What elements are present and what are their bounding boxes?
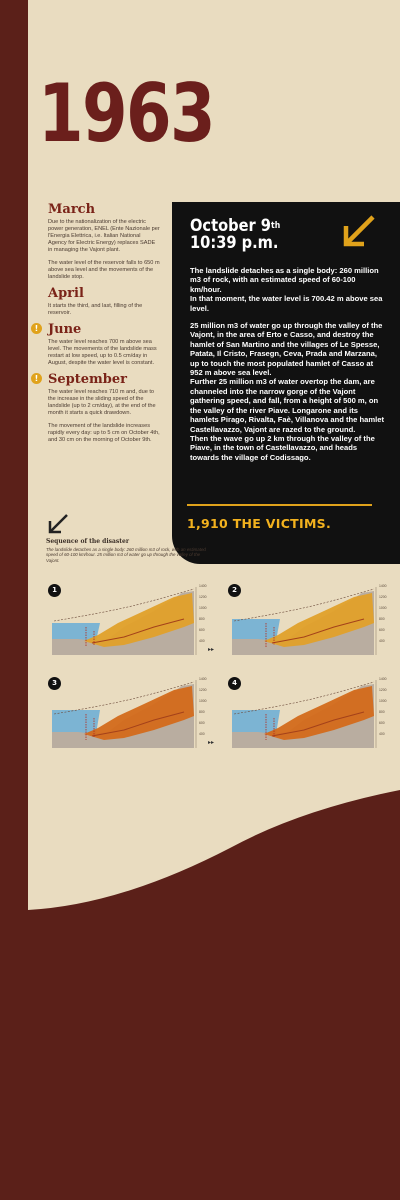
warning-icon: ! <box>31 373 42 384</box>
elevation-tick: 1400 <box>379 677 387 681</box>
diagram-number: 3 <box>48 677 61 690</box>
elevation-tick: 400 <box>199 639 205 643</box>
elevation-tick: 400 <box>379 732 385 736</box>
elevation-tick: 1200 <box>379 688 387 692</box>
elevation-tick: 600 <box>379 628 385 632</box>
month-text: Due to the nationalization of the electric power generation, ENEL (Ente Nazionale per l'Energia Elettrica, i.e. Italian National Agency for Electric Energy) replaces SADE in managing the Vajont plant. <box>48 219 160 253</box>
sequence-caption: The landslide detaches as a single body: 260 million m3 of rock, with an estimated speed of 60-100 km/hour. 25 million m3 of water go up through the valley of the Vajont. <box>46 547 206 563</box>
timeline-section-september <box>34 372 160 444</box>
elevation-tick: 1200 <box>199 595 207 599</box>
month-heading: March <box>48 202 96 217</box>
timeline-section-march <box>48 203 160 281</box>
elevation-tick: 800 <box>199 710 205 714</box>
event-time: 10:39 p.m. <box>190 233 279 253</box>
elevation-tick: 1200 <box>199 688 207 692</box>
landslide-diagram <box>34 676 204 756</box>
elevation-tick: 800 <box>379 617 385 621</box>
elevation-tick: 1000 <box>199 699 207 703</box>
victims-count: 1,910 THE VICTIMS. <box>187 516 332 531</box>
warning-icon: ! <box>31 323 42 334</box>
elevation-tick: 800 <box>379 710 385 714</box>
elevation-tick: 600 <box>199 628 205 632</box>
arrow-down-left-icon <box>340 214 376 250</box>
elevation-tick: 1000 <box>199 606 207 610</box>
next-arrow-icon: ▸▸ <box>208 647 215 653</box>
landslide-diagram <box>214 676 384 756</box>
elevation-tick: 1200 <box>379 595 387 599</box>
month-text: The movement of the landslide increases rapidly every day: up to 5 cm on October 4th, and 30 cm on the morning of October 9th. <box>48 423 160 443</box>
month-heading: April <box>48 286 84 301</box>
elevation-tick: 600 <box>379 721 385 725</box>
elevation-tick: 1000 <box>379 699 387 703</box>
timeline-section-june <box>34 322 160 367</box>
month-text: The water level of the reservoir falls to 650 m above sea level and the movements of the landslide stop. <box>48 260 160 280</box>
sequence-title: Sequence of the disaster <box>46 538 130 545</box>
event-paragraph-1: The landslide detaches as a single body: 260 million m3 of rock, with an estimated speed of 60-100 km/hour. In that moment, the water level is 700.42 m above sea level. <box>190 266 383 313</box>
event-date: October 9 <box>190 216 271 236</box>
elevation-tick: 1400 <box>199 584 207 588</box>
elevation-tick: 1000 <box>379 606 387 610</box>
event-paragraph-2: 25 million m3 of water go up through the valley of the Vajont, in the area of Erto e Casso, and destroy the hamlet of San Martino and the villages of Le Spesse, Patata, Il Cristo, Frasegn, Ceva, Prada and Marzana, up to touch the most populated hamlet of Casso at 952 m above sea level. Further 25 million m3 of water overtop the dam, are channeled into the narrow gorge of the Vajont gathering speed, and fall, from a height of 500 m, on the valley of the river Piave. Longarone and its hamlets Pirago, Rivalta, Faè, Villanova and the hamlet Castellavazzo, Vajont are razed to the ground. Then the wave go up 2 km through the valley of the Piave, in the town of Castellavazzo, and heads towards the village of Codissago. <box>190 321 384 462</box>
elevation-tick: 800 <box>199 617 205 621</box>
event-datetime <box>190 218 280 252</box>
elevation-tick: 1400 <box>199 677 207 681</box>
event-date-suffix: th <box>270 221 281 231</box>
victims-divider <box>187 504 372 506</box>
elevation-tick: 600 <box>199 721 205 725</box>
diagram-number: 4 <box>228 677 241 690</box>
month-heading: June <box>48 322 82 337</box>
diagram-number: 2 <box>228 584 241 597</box>
month-heading: September <box>48 372 127 387</box>
month-text: The water level reaches 700 m above sea level. The movements of the landslide mass restart at low speed, up to 0.5 cm/day in August, despite the water level is constant. <box>48 339 157 366</box>
arrow-down-left-icon <box>46 512 70 536</box>
month-text: It starts the third, and last, filling of the reservoir. <box>48 303 143 316</box>
elevation-tick: 400 <box>379 639 385 643</box>
month-text: The water level reaches 710 m and, due to the increase in the sliding speed of the landslide (up to 2 cm/day), at the end of the month it starts a quick drawdown. <box>48 389 156 416</box>
elevation-tick: 400 <box>199 732 205 736</box>
landslide-diagram <box>34 583 204 663</box>
event-description <box>190 266 384 470</box>
elevation-tick: 1400 <box>379 584 387 588</box>
timeline-column <box>34 202 160 450</box>
year-heading: 1963 <box>38 67 215 160</box>
next-arrow-icon: ▸▸ <box>208 740 215 746</box>
diagram-number: 1 <box>48 584 61 597</box>
timeline-section-april <box>48 287 160 317</box>
landslide-diagram <box>214 583 384 663</box>
